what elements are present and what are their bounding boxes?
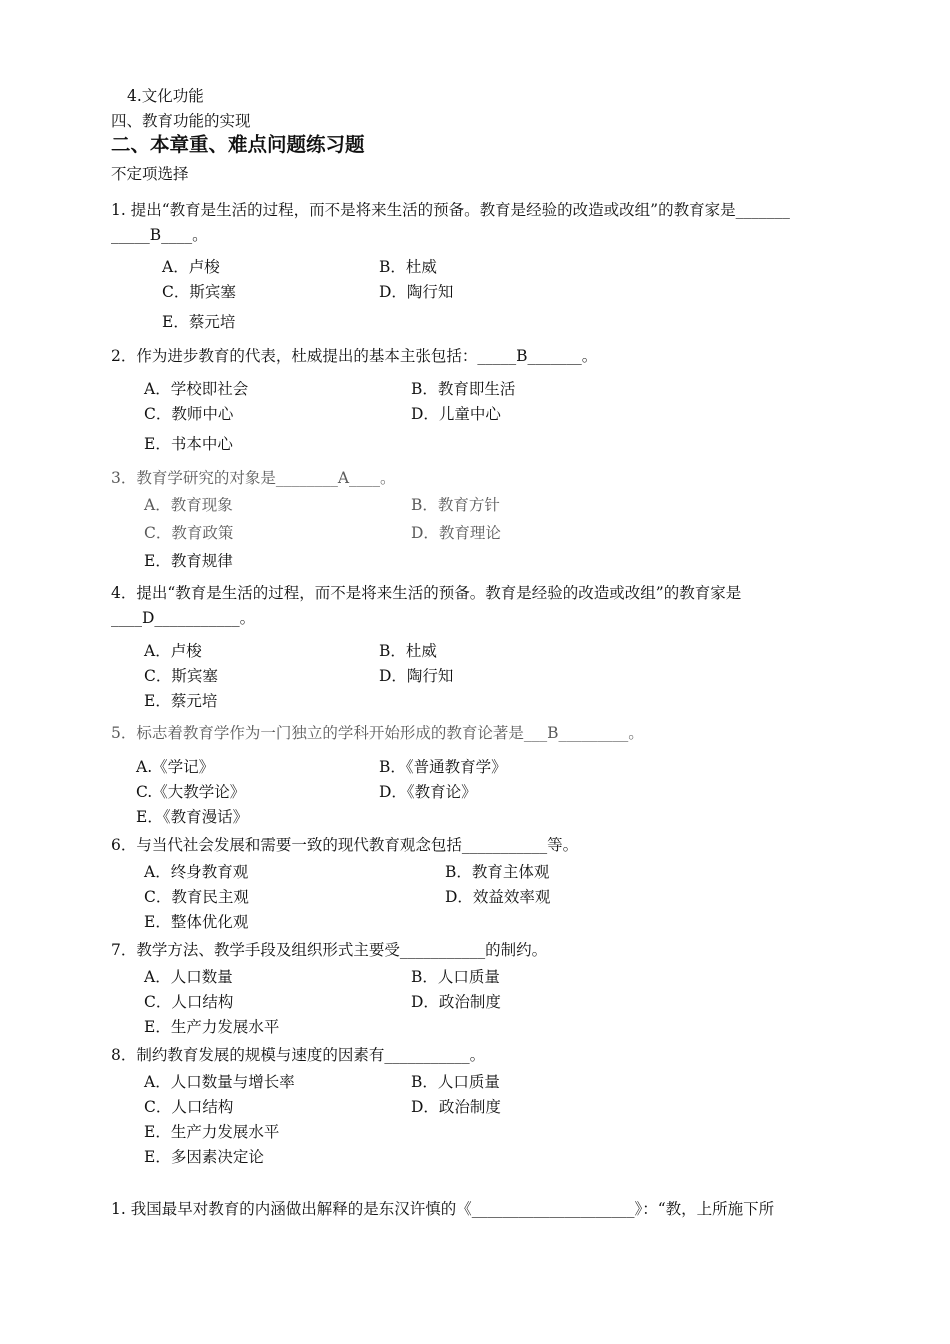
question-4-option-d: D．陶行知	[379, 667, 454, 685]
question-7-option-c: C．人口结构	[144, 993, 234, 1011]
question-5-option-a: A.《学记》	[136, 758, 215, 776]
question-8-stem: 8．制约教育发展的规模与速度的因素有___________。	[111, 1046, 486, 1064]
question-2-stem: 2．作为进步教育的代表，杜威提出的基本主张包括：_____B_______。	[111, 347, 598, 365]
question-7-option-d: D．政治制度	[411, 993, 501, 1011]
fill-in-question-1: 1. 我国最早对教育的内涵做出解释的是东汉许慎的《_____________________》：“教，上所施下所	[111, 1200, 775, 1218]
section-heading-4: 四、教育功能的实现	[111, 112, 251, 130]
question-7-option-e: E．生产力发展水平	[144, 1018, 280, 1036]
question-7-stem: 7．教学方法、教学手段及组织形式主要受___________的制约。	[111, 941, 548, 959]
question-2-option-d: D．儿童中心	[411, 405, 501, 423]
question-8-option-e: E．生产力发展水平	[144, 1123, 280, 1141]
question-5-stem: 5．标志着教育学作为一门独立的学科开始形成的教育论著是___B_________。	[111, 724, 644, 742]
question-6-option-b: B．教育主体观	[445, 863, 550, 881]
question-4-stem-continued: ____D___________。	[111, 609, 256, 627]
question-6-option-a: A．终身教育观	[144, 863, 249, 881]
question-4-option-e: E．蔡元培	[144, 692, 218, 710]
question-7-option-a: A．人口数量	[144, 968, 233, 986]
question-1-stem-continued: _____B____。	[111, 226, 208, 244]
question-4-option-a: A．卢梭	[144, 642, 202, 660]
question-3-option-b: B．教育方针	[411, 496, 500, 514]
chapter-heading: 二、本章重、难点问题练习题	[111, 133, 365, 156]
question-4-stem: 4．提出“教育是生活的过程，而不是将来生活的预备。教育是经验的改造或改组”的教育家是	[111, 584, 742, 602]
question-3-option-e: E．教育规律	[144, 552, 233, 570]
question-2-option-c: C．教师中心	[144, 405, 234, 423]
question-1-option-e: E．蔡元培	[162, 313, 236, 331]
question-5-option-e: E．《教育漫话》	[136, 808, 249, 826]
question-2-option-b: B．教育即生活	[411, 380, 516, 398]
question-2-option-a: A．学校即社会	[144, 380, 249, 398]
question-4-option-b: B．杜威	[379, 642, 437, 660]
question-1-option-c: C．斯宾塞	[162, 283, 236, 301]
question-1-option-a: A．卢梭	[162, 258, 220, 276]
question-8-option-a: A．人口数量与增长率	[144, 1073, 295, 1091]
question-6-stem: 6．与当代社会发展和需要一致的现代教育观念包括___________等。	[111, 836, 579, 854]
question-1-option-b: B．杜威	[379, 258, 437, 276]
question-8-option-d: D．政治制度	[411, 1098, 501, 1116]
question-6-option-e: E．整体优化观	[144, 913, 249, 931]
question-3-option-c: C．教育政策	[144, 524, 234, 542]
question-5-option-b: B．《普通教育学》	[379, 758, 507, 776]
question-7-option-b: B．人口质量	[411, 968, 500, 986]
question-1-option-d: D．陶行知	[379, 283, 454, 301]
question-8-option-f: E．多因素决定论	[144, 1148, 264, 1166]
question-1-stem: 1. 提出“教育是生活的过程，而不是将来生活的预备。教育是经验的改造或改组”的教育家是_______	[111, 201, 790, 219]
question-3-option-d: D．教育理论	[411, 524, 501, 542]
question-8-option-b: B．人口质量	[411, 1073, 500, 1091]
question-6-option-c: C．教育民主观	[144, 888, 249, 906]
item-cultural-function: 4.文化功能	[127, 87, 204, 105]
subheading-multiple-choice: 不定项选择	[111, 165, 189, 183]
question-8-option-c: C．人口结构	[144, 1098, 234, 1116]
question-5-option-c: C.《大教学论》	[136, 783, 246, 801]
question-4-option-c: C．斯宾塞	[144, 667, 218, 685]
question-2-option-e: E．书本中心	[144, 435, 233, 453]
question-5-option-d: D．《教育论》	[379, 783, 477, 801]
question-6-option-d: D．效益效率观	[445, 888, 551, 906]
question-3-option-a: A．教育现象	[144, 496, 233, 514]
question-3-stem: 3．教育学研究的对象是________A____。	[111, 469, 396, 487]
